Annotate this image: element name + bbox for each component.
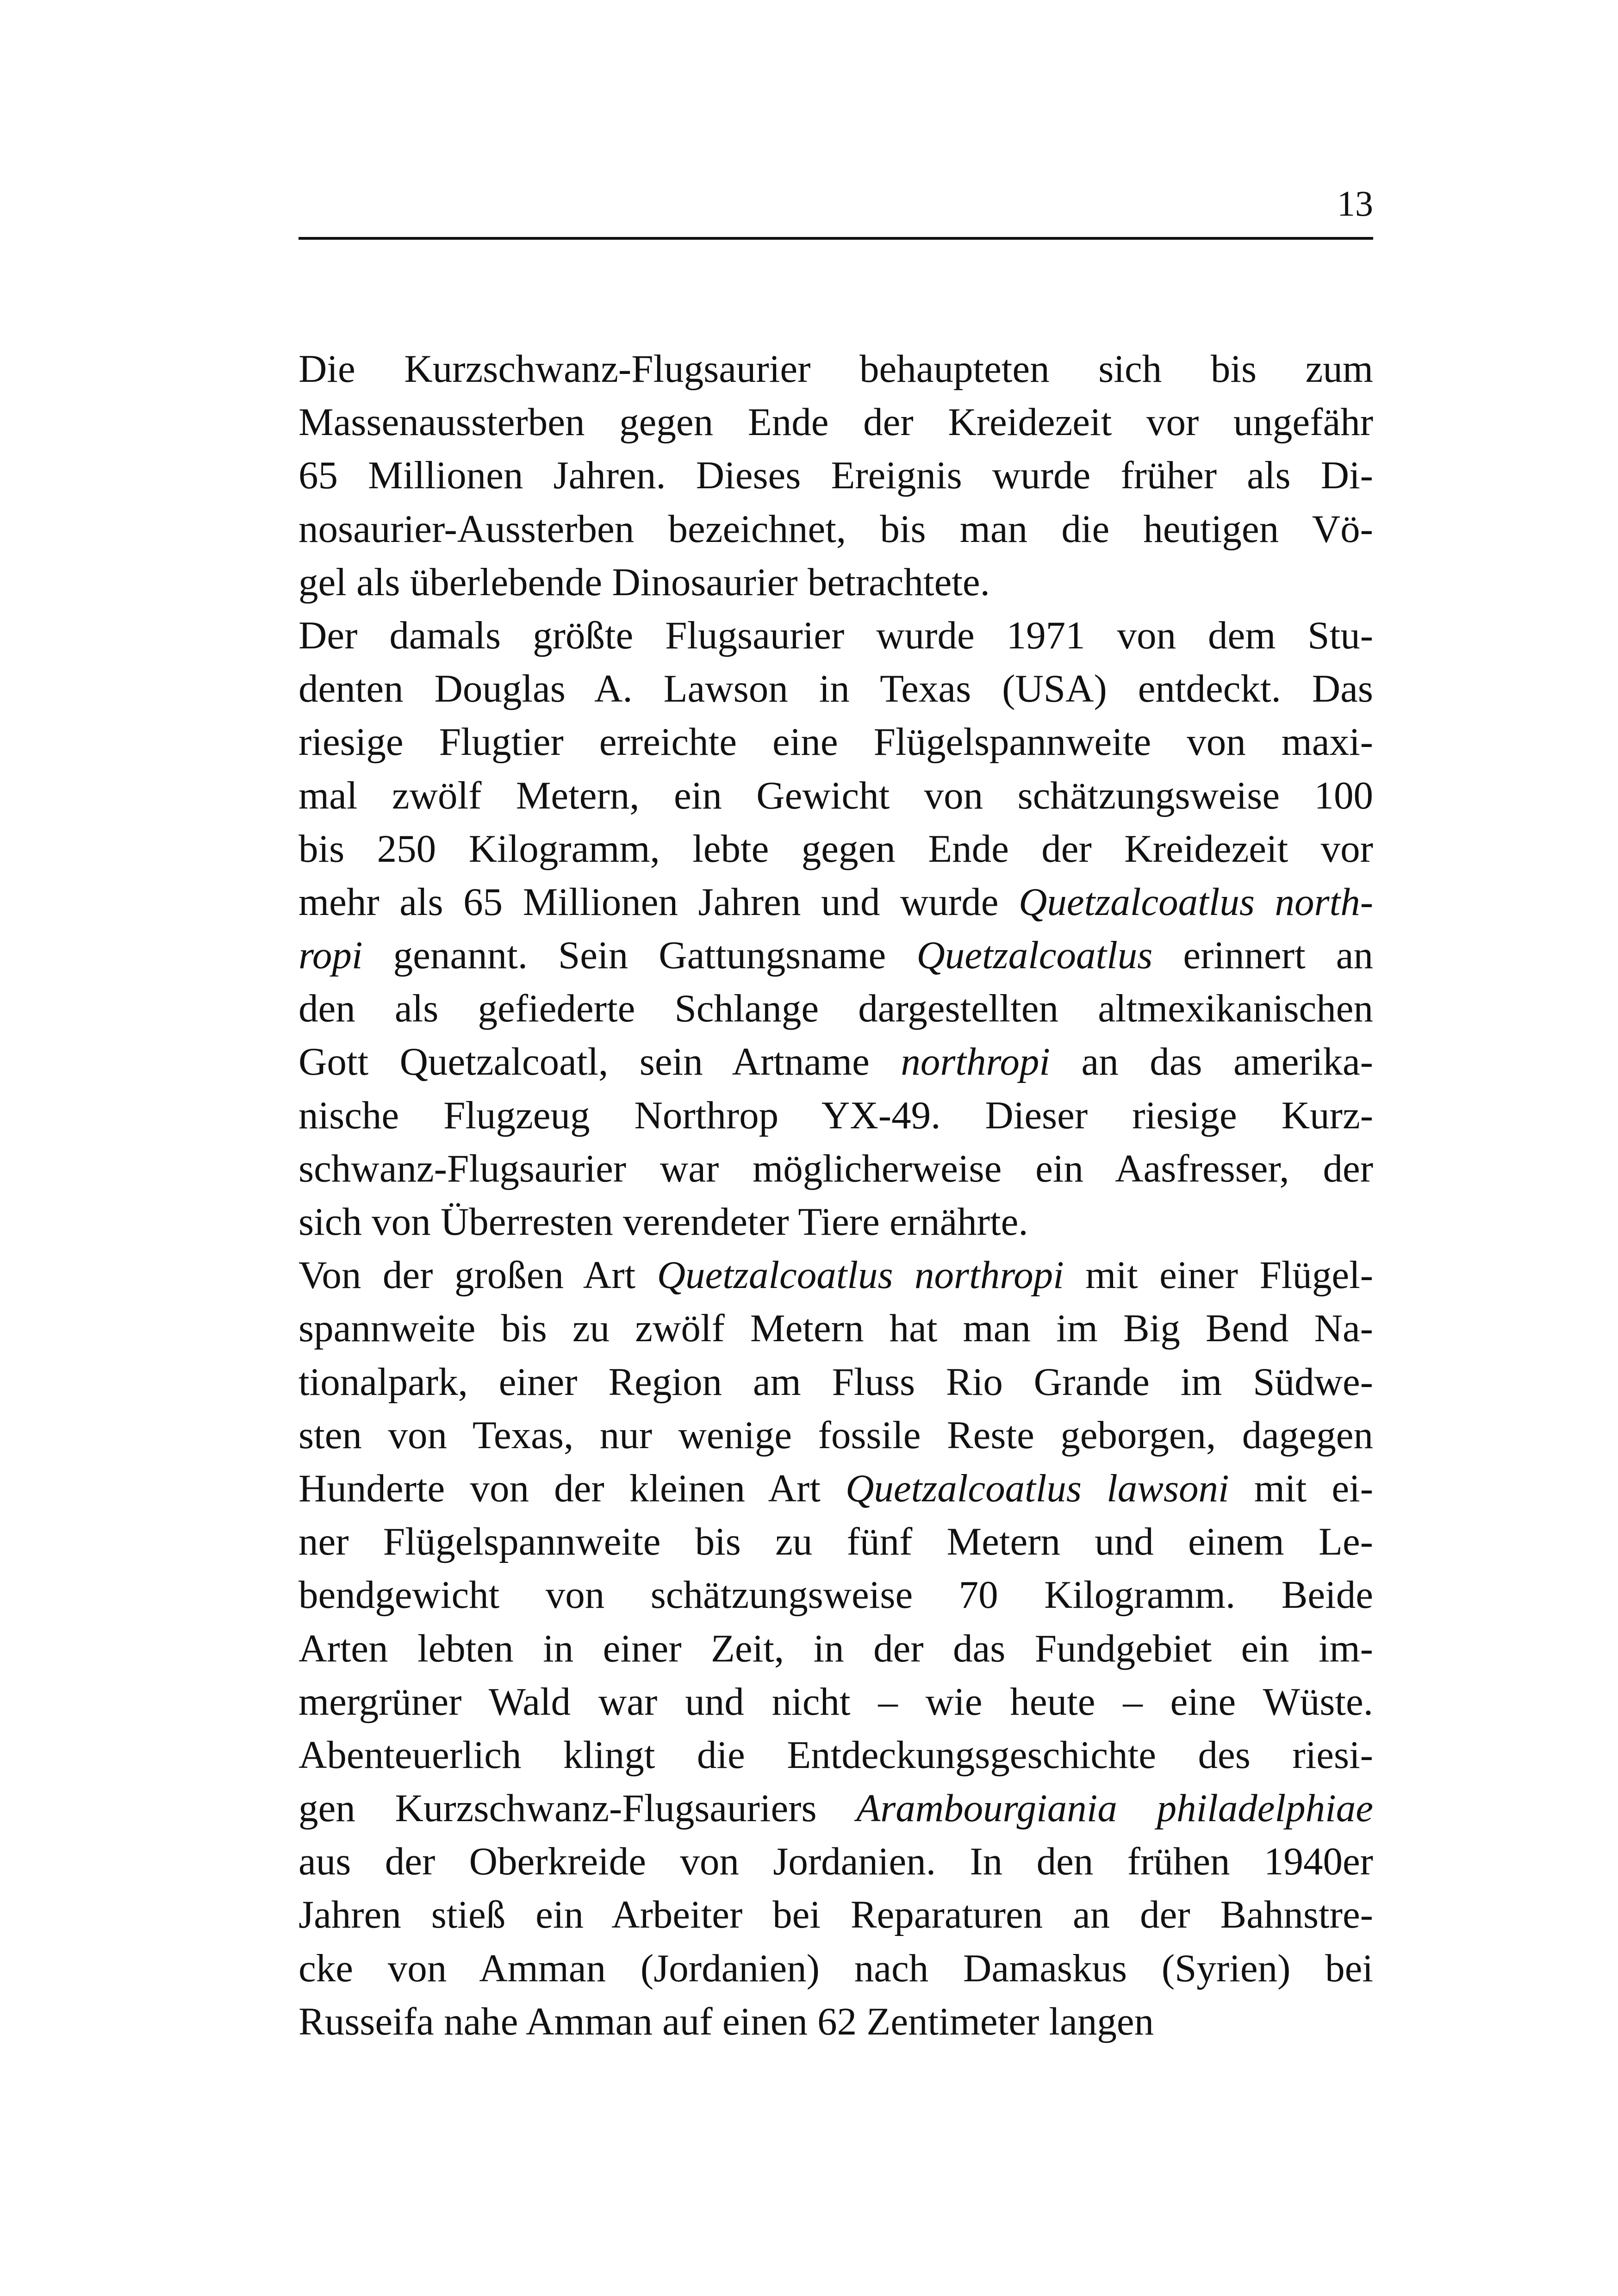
text-segment: ner Flügelspannweite bis zu fünf Metern und einem Le-	[299, 1520, 1373, 1564]
text-segment: denten Douglas A. Lawson in Texas (USA) entdeckt. Das	[299, 667, 1373, 711]
text-line	[299, 929, 1373, 982]
text-segment: genannt. Sein Gattungsname	[362, 933, 917, 977]
text-segment: mit einer Flügel-	[1064, 1253, 1373, 1297]
text-line	[299, 1409, 1373, 1462]
text-segment: Hunderte von der kleinen Art	[299, 1466, 846, 1510]
text-line	[299, 342, 1373, 396]
italic-species-name: northropi	[901, 1040, 1051, 1084]
text-segment: schwanz-Flugsaurier war möglicherweise ein Aasfresser, der	[299, 1146, 1373, 1190]
text-segment: Die Kurzschwanz-Flugsaurier behaupteten sich bis zum	[299, 347, 1373, 391]
text-line	[299, 1888, 1373, 1941]
text-segment: Von der großen Art	[299, 1253, 657, 1297]
text-segment: bendgewicht von schätzungsweise 70 Kilogramm. Beide	[299, 1573, 1373, 1617]
body-text	[299, 342, 1373, 2048]
text-line	[299, 1622, 1373, 1675]
text-segment: Jahren stieß ein Arbeiter bei Reparaturen an der Bahnstre-	[299, 1893, 1373, 1937]
text-segment: erinnert an	[1152, 933, 1373, 977]
text-segment: 65 Millionen Jahren. Dieses Ereignis wurde früher als Di-	[299, 454, 1373, 498]
text-segment: nosaurier-Aussterben bezeichnet, bis man die heutigen Vö-	[299, 507, 1373, 551]
text-segment: Gott Quetzalcoatl, sein Artname	[299, 1040, 901, 1084]
text-segment: Massenaussterben gegen Ende der Kreidezeit vor ungefähr	[299, 400, 1373, 444]
text-line	[299, 396, 1373, 449]
text-line	[299, 876, 1373, 929]
italic-species-name: Quetzalcoatlus	[916, 933, 1153, 977]
text-segment: cke von Amman (Jordanien) nach Damaskus (Syrien) bei	[299, 1946, 1373, 1990]
text-line	[299, 982, 1373, 1035]
text-line	[299, 1942, 1373, 1995]
text-segment: gel als überlebende Dinosaurier betrachtete.	[299, 560, 990, 604]
text-segment: mehr als 65 Millionen Jahren und wurde	[299, 880, 1019, 924]
text-line	[299, 1835, 1373, 1888]
text-segment: mergrüner Wald war und nicht – wie heute – eine Wüste.	[299, 1680, 1373, 1724]
text-segment: mal zwölf Metern, ein Gewicht von schätzungsweise 100	[299, 773, 1373, 817]
text-line	[299, 1675, 1373, 1729]
italic-species-name: Arambourgiania philadelphiae	[856, 1786, 1373, 1830]
text-line	[299, 769, 1373, 822]
text-line	[299, 1249, 1373, 1302]
text-line	[299, 609, 1373, 662]
text-line	[299, 662, 1373, 716]
text-segment: tionalpark, einer Region am Fluss Rio Grande im Südwe-	[299, 1360, 1373, 1404]
text-line	[299, 1568, 1373, 1622]
text-segment: gen Kurzschwanz-Flugsauriers	[299, 1786, 857, 1830]
text-line	[299, 1195, 1373, 1249]
text-line	[299, 1302, 1373, 1355]
italic-species-name: Quetzalcoatlus north-	[1018, 880, 1373, 924]
text-segment: spannweite bis zu zwölf Metern hat man im Big Bend Na-	[299, 1307, 1373, 1350]
text-line	[299, 1782, 1373, 1835]
text-segment: Abenteuerlich klingt die Entdeckungsgeschichte des riesi-	[299, 1733, 1373, 1777]
text-segment: mit ei-	[1229, 1466, 1374, 1510]
text-line	[299, 822, 1373, 876]
text-segment: Russeifa nahe Amman auf einen 62 Zentimeter langen	[299, 1999, 1154, 2043]
italic-species-name: ropi	[299, 933, 363, 977]
text-line	[299, 1995, 1373, 2048]
page-header	[299, 180, 1373, 241]
text-segment: aus der Oberkreide von Jordanien. In den frühen 1940er	[299, 1840, 1373, 1884]
text-line	[299, 1142, 1373, 1195]
text-segment: den als gefiederte Schlange dargestellten altmexikanischen	[299, 987, 1373, 1031]
text-line	[299, 1035, 1373, 1089]
text-line	[299, 1462, 1373, 1515]
text-segment: Der damals größte Flugsaurier wurde 1971 von dem Stu-	[299, 613, 1373, 657]
text-line	[299, 449, 1373, 502]
text-line	[299, 503, 1373, 556]
text-line	[299, 1729, 1373, 1782]
italic-species-name: Quetzalcoatlus lawsoni	[846, 1466, 1229, 1510]
text-line	[299, 556, 1373, 609]
text-segment: bis 250 Kilogramm, lebte gegen Ende der Kreidezeit vor	[299, 827, 1373, 871]
text-segment: Arten lebten in einer Zeit, in der das Fundgebiet ein im-	[299, 1626, 1373, 1670]
text-line	[299, 716, 1373, 769]
text-segment: sten von Texas, nur wenige fossile Reste geborgen, dagegen	[299, 1413, 1373, 1457]
text-segment: an das amerika-	[1050, 1040, 1373, 1084]
text-segment: riesige Flugtier erreichte eine Flügelspannweite von maxi-	[299, 720, 1373, 764]
text-line	[299, 1089, 1373, 1142]
text-segment: nische Flugzeug Northrop YX-49. Dieser riesige Kurz-	[299, 1093, 1373, 1137]
text-line	[299, 1515, 1373, 1568]
page-number: 13	[1337, 183, 1373, 224]
text-segment: sich von Überresten verendeter Tiere ernährte.	[299, 1200, 1028, 1244]
italic-species-name: Quetzalcoatlus northropi	[657, 1253, 1064, 1297]
text-line	[299, 1356, 1373, 1409]
header-rule	[299, 237, 1373, 240]
